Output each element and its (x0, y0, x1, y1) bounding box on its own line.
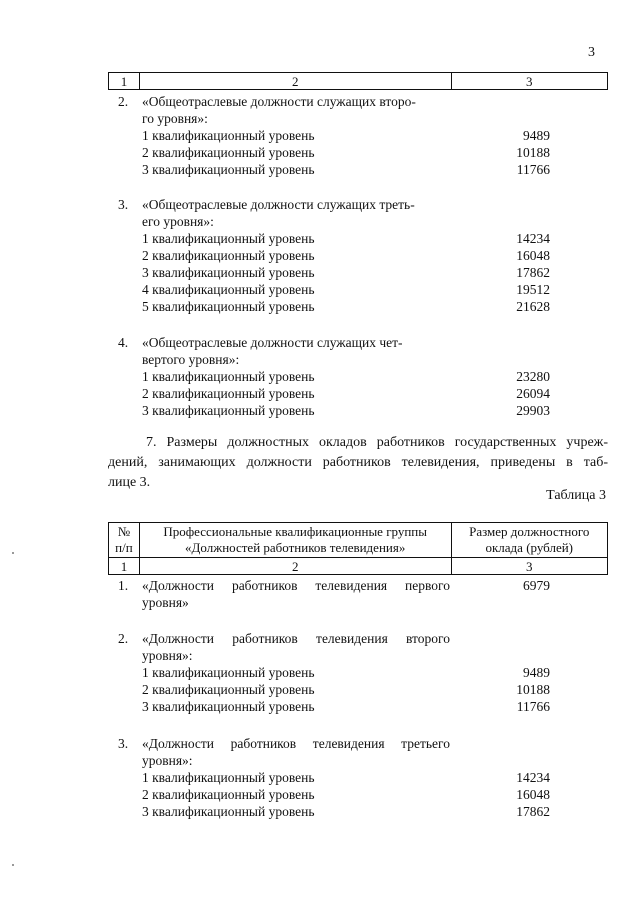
level-label: 5 квалификационный уровень (142, 299, 315, 314)
table2-index-header (108, 72, 608, 90)
salary-value: 17862 (516, 804, 550, 819)
level-label: 2 квалификационный уровень (142, 145, 315, 160)
table3-header-number (109, 523, 140, 558)
level-label: 4 квалификационный уровень (142, 282, 315, 297)
salary-value: 17862 (516, 265, 550, 280)
header-line: оклада (рублей) (485, 540, 574, 555)
group-title-line: вертого уровня»: (142, 352, 240, 367)
level-label: 3 квалификационный уровень (142, 265, 315, 280)
header-line: п/п (115, 540, 133, 555)
group-title-line: «Должности работников телевидения первого (142, 578, 450, 593)
group-title-line: уровня» (142, 595, 189, 610)
level-label: 1 квалификационный уровень (142, 128, 315, 143)
salary-value: 26094 (516, 386, 550, 401)
level-label: 3 квалификационный уровень (142, 699, 315, 714)
salary-value: 10188 (516, 145, 550, 160)
table3-group-1 (108, 577, 608, 611)
group-title-line: уровня»: (142, 753, 193, 768)
level-label: 1 квалификационный уровень (142, 231, 315, 246)
group-number: 1. (118, 578, 129, 593)
paragraph-line: дений, занимающих должности работников телевидения, приведены в таб- (108, 455, 608, 470)
table3-header-salary (451, 523, 608, 558)
table3-group-2 (108, 630, 608, 715)
group-title-line: уровня»: (142, 648, 193, 663)
level-label: 2 квалификационный уровень (142, 787, 315, 802)
salary-value: 11766 (516, 699, 550, 714)
header-line: Профессиональные квалификационные группы (163, 524, 428, 539)
header-line: «Должностей работников телевидения» (185, 540, 406, 555)
level-label: 1 квалификационный уровень (142, 369, 315, 384)
salary-value: 29903 (516, 403, 550, 418)
level-label: 3 квалификационный уровень (142, 403, 315, 418)
level-label: 2 квалификационный уровень (142, 248, 315, 263)
table3-col3-index: 3 (451, 558, 608, 575)
salary-value: 16048 (516, 248, 550, 263)
page-number: 3 (588, 45, 595, 60)
group-title-line: его уровня»: (142, 214, 214, 229)
table2-group-2 (108, 93, 608, 178)
group-title-line: го уровня»: (142, 111, 208, 126)
salary-value: 23280 (516, 369, 550, 384)
table3-group-3 (108, 735, 608, 820)
salary-value: 9489 (523, 665, 550, 680)
level-label: 1 квалификационный уровень (142, 770, 315, 785)
header-line: № (117, 524, 131, 539)
table2-group-3 (108, 196, 608, 315)
scan-speck (12, 864, 14, 866)
paragraph-line: 7. Размеры должностных окладов работников государственных учреж- (146, 435, 608, 450)
group-title-line: «Должности работников телевидения третьего (142, 736, 450, 751)
salary-value: 14234 (516, 231, 550, 246)
group-title-line: «Общеотраслевые должности служащих второ- (142, 94, 416, 109)
group-number: 2. (118, 631, 129, 646)
table2-group-4 (108, 334, 608, 419)
salary-value: 6979 (523, 578, 550, 593)
group-number: 3. (118, 197, 129, 212)
group-title-line: «Должности работников телевидения второго (142, 631, 450, 646)
salary-value: 16048 (516, 787, 550, 802)
group-title-line: «Общеотраслевые должности служащих чет- (142, 335, 403, 350)
level-label: 2 квалификационный уровень (142, 682, 315, 697)
table2-col3-index: 3 (451, 73, 607, 90)
table3-col2-index: 2 (139, 558, 451, 575)
paragraph-line: лице 3. (108, 475, 151, 490)
salary-value: 11766 (516, 162, 550, 177)
level-label: 3 квалификационный уровень (142, 804, 315, 819)
group-title-line: «Общеотраслевые должности служащих треть- (142, 197, 415, 212)
group-number: 3. (118, 736, 129, 751)
table3-label: Таблица 3 (546, 488, 606, 503)
salary-value: 21628 (516, 299, 550, 314)
salary-value: 14234 (516, 770, 550, 785)
table3-header-group (139, 523, 451, 558)
group-number: 4. (118, 335, 129, 350)
header-line: Размер должностного (469, 524, 590, 539)
paragraph-7 (108, 433, 608, 493)
table2-col2-index: 2 (139, 73, 451, 90)
level-label: 3 квалификационный уровень (142, 162, 315, 177)
salary-value: 10188 (516, 682, 550, 697)
salary-value: 19512 (516, 282, 550, 297)
salary-value: 9489 (523, 128, 550, 143)
table3-header (108, 522, 608, 575)
scan-speck (12, 552, 14, 554)
group-number: 2. (118, 94, 129, 109)
level-label: 2 квалификационный уровень (142, 386, 315, 401)
table2-col1-index: 1 (109, 73, 140, 90)
level-label: 1 квалификационный уровень (142, 665, 315, 680)
table3-col1-index: 1 (109, 558, 140, 575)
